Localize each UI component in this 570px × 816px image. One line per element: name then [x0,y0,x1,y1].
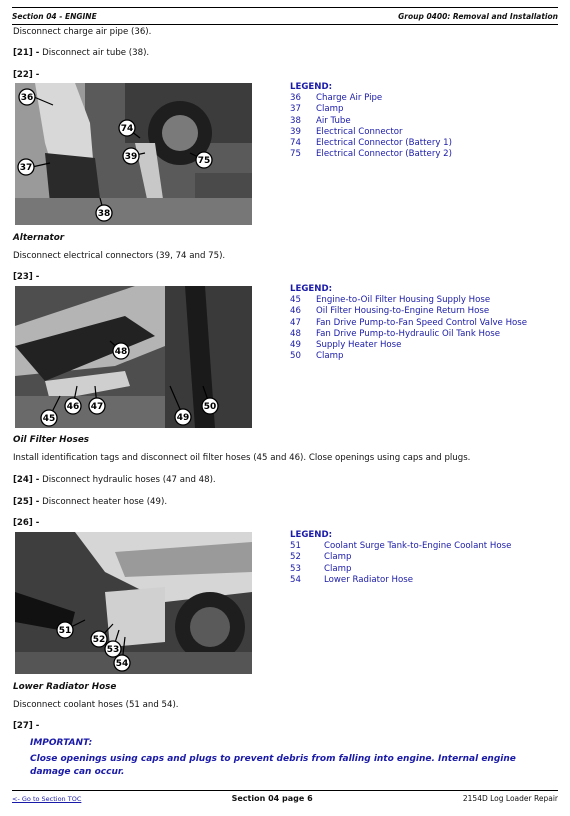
svg-text:46: 46 [66,402,80,412]
legend-num: 36 [290,93,301,104]
legend-row [290,340,527,351]
callout-37 [18,159,34,175]
legend-label: Air Tube [316,115,351,126]
svg-text:45: 45 [42,414,56,424]
callout-45 [41,410,57,426]
legend-row [290,351,527,362]
section-toc-link[interactable]: <- Go to Section TOC [12,794,82,803]
caption-oil-filter-hoses: Oil Filter Hoses [13,435,90,445]
callout-48 [113,343,129,359]
page-number: Section 04 page 6 [231,794,313,803]
svg-text:52: 52 [92,635,106,645]
step-24 [13,475,216,485]
legend-2 [290,284,527,362]
legend-label: Clamp [316,351,344,362]
legend-label: Oil Filter Housing-to-Engine Return Hose [316,306,490,317]
step-23 [13,272,39,282]
caption-lower-radiator-hose: Lower Radiator Hose [13,682,117,692]
svg-text:51: 51 [58,626,72,636]
callout-52 [91,631,107,647]
legend-label: Clamp [316,104,344,115]
legend-row [290,127,452,138]
important-body: Close openings using caps and plugs to prevent debris from falling into engine. Internal engine damage can occur. [30,754,516,777]
step-number: [26] - [13,518,40,528]
legend-num: 54 [290,574,301,585]
step-text: Disconnect hydraulic hoses (47 and 48). [39,475,216,485]
callout-54 [114,655,130,671]
legend-title: LEGEND: [290,284,333,294]
step-number: [25] - [13,497,40,507]
legend-num: 38 [290,115,301,126]
svg-text:48: 48 [114,347,128,357]
legend-num: 48 [290,328,301,339]
legend-label: Clamp [324,552,352,563]
step-27 [13,721,39,731]
svg-text:75: 75 [197,156,211,166]
page-footer [12,790,558,806]
legend-label: Engine-to-Oil Filter Housing Supply Hose [316,295,491,306]
legend-row [290,93,452,104]
legend-num: 53 [290,563,301,574]
callout-36 [19,89,35,105]
legend-label: Fan Drive Pump-to-Fan Speed Control Valve Hose [316,317,528,328]
legend-row [290,564,511,575]
legend-label: Fan Drive Pump-to-Hydraulic Oil Tank Hose [316,328,501,339]
instruction-line: Disconnect charge air pipe (36). [13,27,152,37]
step-22 [13,70,39,80]
manual-title: 2154D Log Loader Repair [462,794,558,803]
lower-radiator-hose-photo [15,532,252,674]
svg-text:38: 38 [97,209,111,219]
legend-row [290,104,452,115]
legend-label: Charge Air Pipe [316,93,383,104]
legend-1 [290,82,452,160]
alternator-photo [15,83,252,225]
callout-38 [96,205,112,221]
important-title: IMPORTANT: [30,738,93,748]
step-number: [24] - [13,475,40,485]
svg-text:50: 50 [203,402,217,412]
legend-row [290,318,527,329]
legend-label: Electrical Connector (Battery 2) [316,149,452,160]
legend-label: Clamp [324,563,352,574]
legend-3 [290,530,511,586]
legend-row [290,329,527,340]
legend-row [290,138,452,149]
legend-num: 52 [290,552,301,563]
callout-47 [89,398,105,414]
svg-text:54: 54 [115,659,129,669]
caption-alternator: Alternator [13,233,65,243]
callout-53 [105,641,121,657]
svg-text:37: 37 [19,163,33,173]
svg-text:74: 74 [120,124,134,134]
legend-row [290,295,527,306]
legend-row [290,541,511,552]
legend-row [290,116,452,127]
legend-num: 74 [290,138,301,149]
callout-75 [196,152,212,168]
svg-text:39: 39 [124,152,138,162]
callout-39 [123,148,139,164]
step-26 [13,518,39,528]
svg-text:36: 36 [20,93,34,103]
legend-num: 75 [290,149,301,160]
step-21 [13,48,149,58]
callout-51 [57,622,73,638]
instruction-line: Disconnect electrical connectors (39, 74 and 75). [13,251,226,261]
header-section: Section 04 - ENGINE [12,11,97,21]
legend-num: 50 [290,351,301,362]
step-number: [27] - [13,721,40,731]
callout-74 [119,120,135,136]
legend-title: LEGEND: [290,82,333,92]
step-text: Disconnect air tube (38). [39,48,150,58]
legend-num: 46 [290,306,301,317]
step-25 [13,497,167,507]
legend-num: 37 [290,104,301,115]
legend-label: Coolant Surge Tank-to-Engine Coolant Hose [324,541,512,552]
legend-row [290,149,452,160]
svg-text:47: 47 [90,402,104,412]
step-number: [23] - [13,272,40,282]
legend-row [290,306,527,317]
legend-num: 39 [290,126,301,137]
callout-50 [202,398,218,414]
instruction-line: Install identification tags and disconnect oil filter hoses (45 and 46). Close openings using caps and plugs. [13,453,471,463]
step-text: Disconnect heater hose (49). [39,497,168,507]
callout-46 [65,398,81,414]
oil-filter-hoses-photo [15,286,252,428]
page-header [12,7,558,25]
legend-num: 47 [290,317,301,328]
legend-label: Lower Radiator Hose [324,574,414,585]
legend-label: Electrical Connector [316,126,403,137]
legend-row [290,575,511,586]
instruction-line: Disconnect coolant hoses (51 and 54). [13,700,179,710]
legend-label: Electrical Connector (Battery 1) [316,138,452,149]
legend-num: 49 [290,340,301,351]
svg-text:53: 53 [106,645,120,655]
legend-num: 45 [290,295,301,306]
svg-text:49: 49 [176,413,190,423]
legend-row [290,552,511,563]
legend-title: LEGEND: [290,530,333,540]
callout-49 [175,409,191,425]
step-number: [21] - [13,48,40,58]
step-number: [22] - [13,70,40,80]
legend-label: Supply Heater Hose [316,340,402,351]
legend-num: 51 [290,541,301,552]
header-group: Group 0400: Removal and Installation [398,11,558,21]
